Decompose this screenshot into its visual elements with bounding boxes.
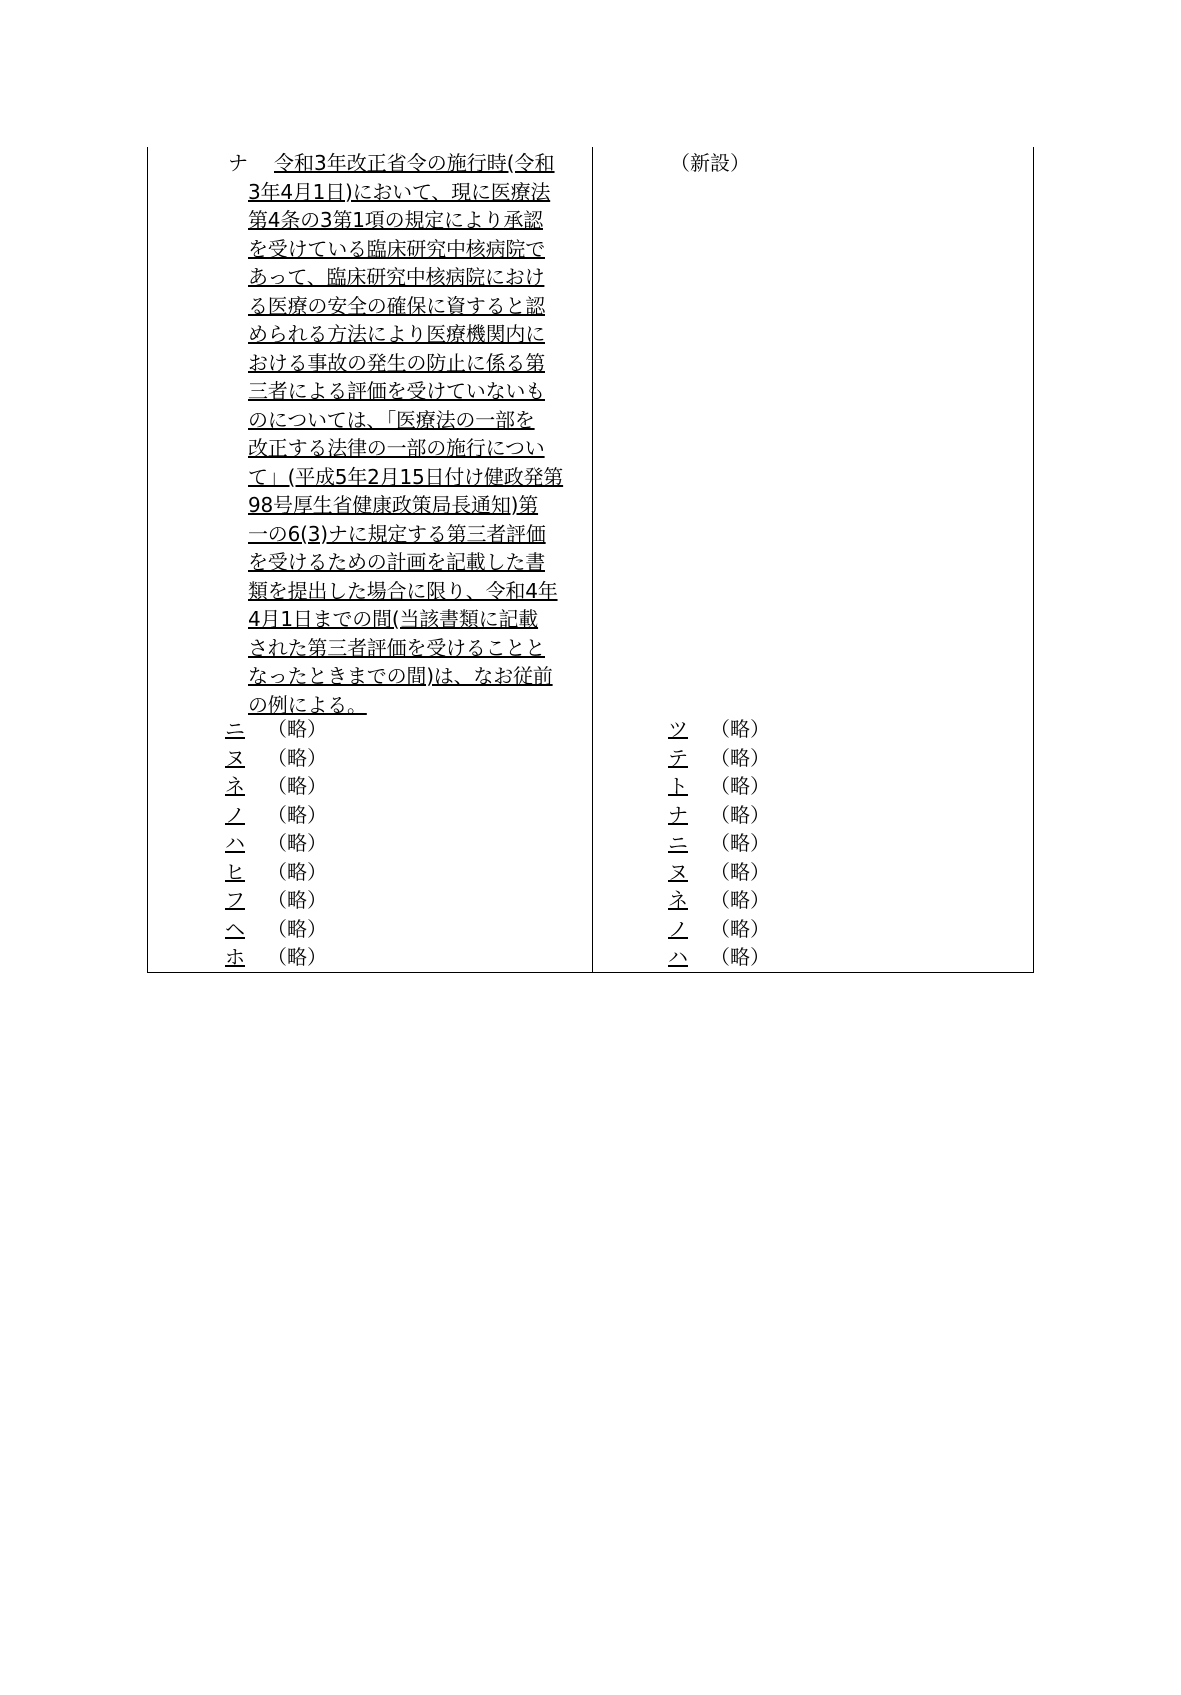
column-divider bbox=[592, 147, 593, 972]
list-item bbox=[225, 886, 327, 915]
item-key: ノ bbox=[225, 802, 245, 827]
item-key: ヌ bbox=[668, 859, 688, 884]
body-line: 4月1日までの間(当該書類に記載 bbox=[248, 607, 539, 631]
left-column bbox=[148, 147, 592, 972]
list-item bbox=[668, 829, 770, 858]
new-provision-note: （新設） bbox=[670, 151, 750, 175]
item-value: （略） bbox=[710, 916, 770, 941]
list-item bbox=[668, 744, 770, 773]
item-na-mark: ナ bbox=[228, 151, 248, 175]
item-key: ナ bbox=[668, 802, 688, 827]
body-line: 3年4月1日)において、現に医療法 bbox=[248, 179, 551, 204]
item-key: ホ bbox=[225, 945, 245, 969]
body-line: められる方法により医療機関内に bbox=[248, 322, 545, 346]
body-line: 第4条の3第1項の規定により承認 bbox=[248, 208, 543, 232]
item-value: （略） bbox=[710, 717, 770, 741]
item-value: （略） bbox=[267, 774, 327, 798]
item-value: （略） bbox=[267, 888, 327, 912]
item-key: ノ bbox=[668, 916, 688, 941]
body-line: の例による。 bbox=[248, 692, 367, 717]
item-key: ヌ bbox=[225, 745, 245, 770]
list-item bbox=[668, 772, 770, 801]
body-line: のについては、「医療法の一部を bbox=[248, 407, 535, 432]
list-item bbox=[668, 915, 770, 944]
item-key: テ bbox=[668, 745, 688, 770]
item-key: ヒ bbox=[225, 859, 245, 884]
list-item bbox=[225, 829, 327, 858]
body-line: なったときまでの間)は、なお従前 bbox=[248, 664, 553, 688]
item-value: （略） bbox=[710, 831, 770, 855]
list-item bbox=[668, 801, 770, 830]
list-item bbox=[225, 858, 327, 887]
list-item bbox=[225, 915, 327, 944]
body-line: おける事故の発生の防止に係る第 bbox=[248, 350, 545, 375]
item-key: ト bbox=[668, 774, 688, 798]
item-value: （略） bbox=[710, 774, 770, 798]
item-key: ツ bbox=[668, 717, 688, 741]
list-item bbox=[225, 744, 327, 773]
body-line: 一の6(3)ナに規定する第三者評価 bbox=[248, 521, 546, 546]
list-item bbox=[668, 943, 770, 972]
item-key: フ bbox=[225, 888, 245, 912]
body-line: 類を提出した場合に限り、令和4年 bbox=[248, 578, 558, 603]
list-item bbox=[225, 943, 327, 972]
item-key: ニ bbox=[668, 831, 688, 855]
body-line: て」(平成5年2月15日付け健政発第 bbox=[248, 464, 564, 489]
right-omitted-items bbox=[668, 715, 770, 972]
list-item bbox=[225, 801, 327, 830]
item-key: ハ bbox=[668, 945, 688, 969]
item-value: （略） bbox=[710, 859, 770, 884]
item-value: （略） bbox=[710, 802, 770, 827]
body-line: 改正する法律の一部の施行につい bbox=[248, 436, 545, 460]
body-line: を受けている臨床研究中核病院で bbox=[248, 236, 545, 261]
body-line: を受けるための計画を記載した書 bbox=[248, 550, 545, 574]
left-omitted-items bbox=[225, 715, 327, 972]
item-value: （略） bbox=[267, 831, 327, 855]
item-key: ニ bbox=[225, 717, 245, 741]
list-item bbox=[225, 772, 327, 801]
body-line: る医療の安全の確保に資すると認 bbox=[248, 293, 545, 318]
body-line: あって、臨床研究中核病院におけ bbox=[248, 265, 545, 289]
item-value: （略） bbox=[710, 945, 770, 969]
body-line: された第三者評価を受けることと bbox=[248, 635, 545, 660]
list-item bbox=[225, 715, 327, 744]
item-value: （略） bbox=[267, 745, 327, 770]
body-line: 三者による評価を受けていないも bbox=[248, 379, 545, 403]
item-value: （略） bbox=[267, 802, 327, 827]
list-item bbox=[668, 886, 770, 915]
item-key: ネ bbox=[668, 888, 688, 912]
body-line: 98号厚生省健康政策局長通知)第 bbox=[248, 493, 539, 517]
item-value: （略） bbox=[267, 916, 327, 941]
item-na-first-line: 令和3年改正省令の施行時(令和 bbox=[274, 151, 555, 175]
list-item bbox=[668, 715, 770, 744]
item-value: （略） bbox=[267, 717, 327, 741]
item-key: ハ bbox=[225, 831, 245, 855]
item-na-body bbox=[248, 178, 583, 720]
item-key: ヘ bbox=[225, 916, 245, 941]
list-item bbox=[668, 858, 770, 887]
item-value: （略） bbox=[710, 888, 770, 912]
item-key: ネ bbox=[225, 774, 245, 798]
item-value: （略） bbox=[710, 745, 770, 770]
item-na-heading bbox=[228, 149, 555, 178]
item-value: （略） bbox=[267, 945, 327, 969]
item-value: （略） bbox=[267, 859, 327, 884]
